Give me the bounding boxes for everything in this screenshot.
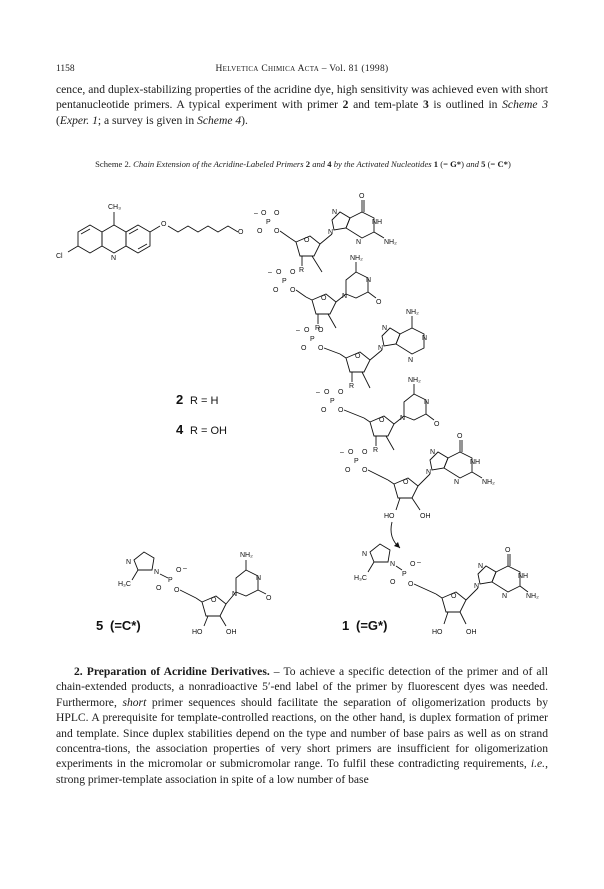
ether-o-label: O (161, 221, 167, 228)
n-label: N (256, 575, 262, 582)
caption-text: (= (485, 159, 498, 169)
section-paragraph (56, 664, 548, 787)
o-label: O (338, 407, 344, 414)
compound-ref: C* (497, 159, 508, 169)
acridine-dye (56, 204, 244, 262)
p-label: P (310, 336, 315, 343)
chemical-structure-diagram (40, 182, 564, 652)
o-label: O (321, 407, 327, 414)
r-label: R (373, 447, 379, 454)
compound-ref: 2 (342, 98, 349, 112)
text-run: – To achieve a specific detection of the primer and of all chain-extended products, a nonradioactive 5′-end label of the primer by fluorescent dyes was needed. Furthermore, (56, 665, 548, 709)
ho-label: HO (432, 629, 443, 636)
compound-1-activated-guanosine (342, 544, 539, 636)
n-label: N (232, 591, 238, 598)
text-run: , strong primer-template association in spite of a low number of base (56, 757, 548, 786)
n-label: N (430, 449, 436, 456)
emphasis: short (122, 695, 147, 709)
carbonyl-o-label: O (434, 421, 440, 428)
nucleotide-4-cytosine (364, 377, 440, 454)
journal-name: Helvetica Chimica Acta (215, 64, 320, 74)
compound-ref: 3 (422, 98, 429, 112)
ring-o-label: O (403, 479, 409, 486)
journal-volume: – Vol. 81 (1998) (319, 64, 389, 74)
caption-text: ) (461, 159, 467, 169)
carbonyl-o-label: O (457, 433, 463, 440)
compound-5-number: 5 (96, 618, 104, 633)
o-label: O (408, 581, 414, 588)
ring-o-label: O (304, 237, 310, 244)
charge-label: – (417, 559, 421, 566)
o-label: O (362, 467, 368, 474)
phosphate-5 (340, 449, 388, 480)
compound-ref: 1 (433, 159, 439, 169)
o-label: O (290, 287, 296, 294)
oh-label: OH (466, 629, 477, 636)
chlorine-label: Cl (56, 253, 63, 260)
section-heading: 2. Preparation of Acridine Derivatives. (74, 665, 270, 678)
n-label: N (378, 345, 384, 352)
p-label: P (282, 278, 287, 285)
text-run: ). (241, 113, 248, 127)
phosphate-3 (296, 327, 340, 354)
oh-label: OH (420, 513, 431, 520)
scheme-ref: Scheme 4 (197, 113, 242, 127)
n-label: N (382, 325, 388, 332)
ring-o-label: O (379, 417, 385, 424)
text-run: cence, and duplex-stabilizing properties of the acridine dye, high sensitivity was achieved even with short pentanucleotide primers. A typical experiment with primer (56, 83, 548, 112)
ring-o-label: O (451, 593, 457, 600)
charge-label: – (296, 327, 300, 334)
r-label: R (349, 383, 355, 390)
n-label: N (502, 593, 508, 600)
ch3-label: CH₃ (108, 204, 121, 211)
o-label: O (174, 587, 180, 594)
phosphate-4 (316, 389, 364, 418)
scheme-figure (40, 182, 564, 652)
acridine-n-label: N (111, 255, 117, 262)
o-label: O (273, 287, 279, 294)
nucleotide-1-guanine (290, 193, 397, 274)
exper-ref: Exper. 1 (59, 113, 98, 127)
o-label: O (304, 327, 310, 334)
compound-4-definition: R = OH (190, 425, 227, 437)
nh2-label: NH₂ (384, 239, 397, 246)
scheme-caption (66, 158, 540, 170)
phosphate-1 (254, 210, 290, 238)
o-label: O (290, 269, 296, 276)
o-label: O (338, 389, 344, 396)
n-label: N (356, 239, 362, 246)
text-run: ( (56, 113, 60, 127)
p-label: P (402, 571, 407, 578)
r-label: R (315, 325, 321, 332)
o-label: O (257, 228, 263, 235)
carbonyl-o-label: O (266, 595, 272, 602)
ring-o-label: O (355, 353, 361, 360)
carbonyl-o-label: O (359, 193, 365, 200)
o-label: O (362, 449, 368, 456)
journal-title (56, 64, 548, 74)
n-label: N (454, 479, 460, 486)
nh2-label: NH₂ (240, 552, 253, 559)
h3c-label: H₃C (118, 581, 131, 588)
n-label: N (400, 415, 406, 422)
compound-5-activated-cytidine (96, 552, 272, 636)
r-label: R (299, 267, 305, 274)
linker-o-label: O (238, 229, 244, 236)
caption-label: Scheme 2. (95, 159, 131, 169)
n-label: N (474, 583, 480, 590)
p-label: P (168, 577, 173, 584)
p-label: P (354, 458, 359, 465)
n-label: N (154, 569, 160, 576)
nh-label: NH (470, 459, 481, 466)
compound-ref: 4 (327, 159, 332, 169)
charge-label: – (183, 565, 187, 572)
charge-label: – (316, 389, 320, 396)
compound-2-definition: R = H (190, 395, 219, 407)
charge-label: – (340, 449, 344, 456)
ho-label: HO (192, 629, 203, 636)
nh2-label: NH₂ (526, 593, 539, 600)
nh2-label: NH₂ (406, 309, 419, 316)
compound-1-number: 1 (342, 618, 350, 633)
n-label: N (478, 563, 484, 570)
ring-o-label: O (321, 295, 327, 302)
charge-label: – (254, 210, 258, 217)
n-label: N (366, 277, 372, 284)
n-label: N (408, 357, 414, 364)
ho-label: HO (384, 513, 395, 520)
text-run: primer sequences should facilitate the separation of oligomerization products by HPLC. A prerequisite for template-controlled reactions, on the other hand, is duplex formation of primer and template. Since duplex stabilities depend on the type and number of base pairs as well as on strand concentra-tions, the association properties of very short primers are insufficient for oligomerization experiments in the micromolar or submicromolar range. To fulfil these contradicting requirements, (56, 695, 549, 771)
compound-ref: G* (450, 159, 462, 169)
nh-label: NH (518, 573, 529, 580)
nh2-label: NH₂ (482, 479, 495, 486)
scheme-ref: Scheme 3 (502, 98, 548, 112)
nh2-label: NH₂ (350, 255, 363, 262)
compound-2-number: 2 (176, 392, 184, 407)
o-label: O (276, 269, 282, 276)
emphasis: i.e. (530, 757, 546, 771)
intro-paragraph (56, 82, 548, 128)
nucleotide-5-guanine (384, 433, 495, 520)
text-run: and tem-plate (348, 98, 423, 112)
n-label: N (332, 209, 338, 216)
carbonyl-o-label: O (376, 299, 382, 306)
caption-text: by the Activated Nucleotides (331, 159, 434, 169)
n-label: N (342, 293, 348, 300)
ring-o-label: O (211, 597, 217, 604)
compound-ref: 2 (305, 159, 311, 169)
o-label: O (301, 345, 307, 352)
o-label: O (348, 449, 354, 456)
n-label: N (422, 335, 428, 342)
p-label: P (330, 398, 335, 405)
caption-text: (= (438, 159, 451, 169)
substituent-legend (176, 392, 227, 437)
running-header (56, 64, 548, 78)
page-number: 1158 (56, 64, 75, 74)
n-label: N (426, 469, 432, 476)
nh-label: NH (372, 219, 383, 226)
caption-text: and (466, 159, 482, 169)
nucleotide-2-cytosine (306, 255, 382, 332)
carbonyl-o-label: O (505, 547, 511, 554)
caption-text: Chain Extension of the Acridine-Labeled Primers (130, 159, 306, 169)
o-label: O (318, 345, 324, 352)
compound-5-alias: (=C*) (110, 618, 141, 633)
oh-label: OH (226, 629, 237, 636)
h3c-label: H₃C (354, 575, 367, 582)
charge-label: – (268, 269, 272, 276)
p-label: P (266, 219, 271, 226)
o-label: O (156, 585, 162, 592)
n-label: N (328, 229, 334, 236)
o-label: O (318, 327, 324, 334)
n-label: N (424, 399, 430, 406)
text-run: ; a survey is given in (97, 113, 198, 127)
text-run: is outlined in (428, 98, 503, 112)
compound-4-number: 4 (176, 422, 184, 437)
o-label: O (261, 210, 267, 217)
n-label: N (126, 559, 132, 566)
o-label: O (176, 567, 182, 574)
o-label: O (345, 467, 351, 474)
o-label: O (274, 228, 280, 235)
o-label: O (324, 389, 330, 396)
compound-1-alias: (=G*) (356, 618, 388, 633)
o-label: O (274, 210, 280, 217)
n-label: N (362, 551, 368, 558)
caption-text: ) (507, 159, 511, 169)
caption-text: and (310, 159, 328, 169)
nh2-label: NH₂ (408, 377, 421, 384)
compound-ref: 5 (481, 159, 486, 169)
o-label: O (390, 579, 396, 586)
n-label: N (390, 561, 396, 568)
o-label: O (410, 561, 416, 568)
